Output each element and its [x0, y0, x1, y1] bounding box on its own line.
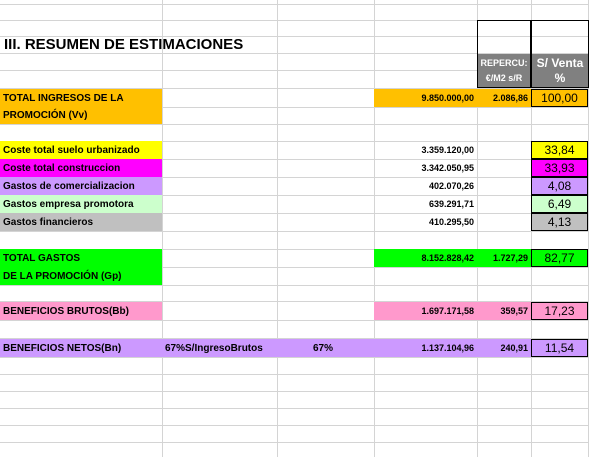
row-ingresos-label-1[interactable]: TOTAL INGRESOS DE LA: [0, 89, 162, 107]
row-brutos-label[interactable]: BENEFICIOS BRUTOS(Bb): [0, 302, 162, 320]
row-financieros-amount[interactable]: 410.295,50: [428, 217, 474, 227]
header-repercusion-line2: €/M2 s/R: [485, 72, 523, 83]
header-repercusion-line1: REPERCU:: [480, 57, 528, 68]
row-netos-percent[interactable]: 11,54: [531, 339, 588, 357]
row-promotora-percent[interactable]: 6,49: [531, 195, 588, 213]
header-top-border-repercusion: [477, 20, 531, 54]
row-brutos-repercusion[interactable]: 359,57: [477, 302, 531, 320]
row-netos-note-percent[interactable]: 67%: [277, 339, 374, 357]
header-venta: [531, 54, 589, 88]
row-financieros-label[interactable]: Gastos financieros: [0, 213, 162, 231]
row-netos-label[interactable]: BENEFICIOS NETOS(Bn): [0, 339, 162, 357]
row-comercializacion-label[interactable]: Gastos de comercializacion: [0, 177, 162, 195]
row-suelo-percent[interactable]: 33,84: [531, 141, 588, 159]
row-construccion-label[interactable]: Coste total construccion: [0, 159, 162, 177]
row-promotora-amount[interactable]: 639.291,71: [428, 199, 474, 209]
row-suelo-amount[interactable]: 3.359.120,00: [421, 145, 474, 155]
row-netos-note[interactable]: 67%S/IngresoBrutos: [162, 339, 277, 357]
row-financieros-percent[interactable]: 4,13: [531, 213, 588, 231]
row-gastos-percent[interactable]: 82,77: [531, 249, 588, 267]
sheet-title: III. RESUMEN DE ESTIMACIONES: [4, 35, 244, 53]
row-ingresos-amount[interactable]: 9.850.000,00: [374, 89, 477, 107]
row-gastos-label-1[interactable]: TOTAL GASTOS: [0, 249, 162, 267]
row-brutos-percent[interactable]: 17,23: [531, 302, 588, 320]
row-gastos-amount[interactable]: 8.152.828,42: [374, 249, 477, 267]
row-gastos-repercusion[interactable]: 1.727,29: [477, 249, 531, 267]
header-top-border-venta: [531, 20, 589, 54]
row-construccion-amount[interactable]: 3.342.050,95: [421, 163, 474, 173]
header-venta-line2: %: [554, 70, 566, 85]
header-venta-line1: S/ Venta: [536, 55, 584, 70]
header-repercusion: [477, 54, 531, 88]
row-ingresos-percent[interactable]: 100,00: [531, 89, 588, 107]
row-comercializacion-amount[interactable]: 402.070,26: [428, 181, 474, 191]
row-suelo-label[interactable]: Coste total suelo urbanizado: [0, 141, 162, 159]
row-promotora-label[interactable]: Gastos empresa promotora: [0, 195, 162, 213]
row-ingresos-repercusion[interactable]: 2.086,86: [477, 89, 531, 107]
row-ingresos-label-2[interactable]: PROMOCIÓN (Vv): [0, 107, 162, 124]
row-netos-repercusion[interactable]: 240,91: [477, 339, 531, 357]
row-netos-amount[interactable]: 1.137.104,96: [374, 339, 477, 357]
row-construccion-percent[interactable]: 33,93: [531, 159, 588, 177]
row-brutos-amount[interactable]: 1.697.171,58: [374, 302, 477, 320]
row-gastos-label-2[interactable]: DE LA PROMOCIÓN (Gp): [0, 267, 162, 285]
row-comercializacion-percent[interactable]: 4,08: [531, 177, 588, 195]
